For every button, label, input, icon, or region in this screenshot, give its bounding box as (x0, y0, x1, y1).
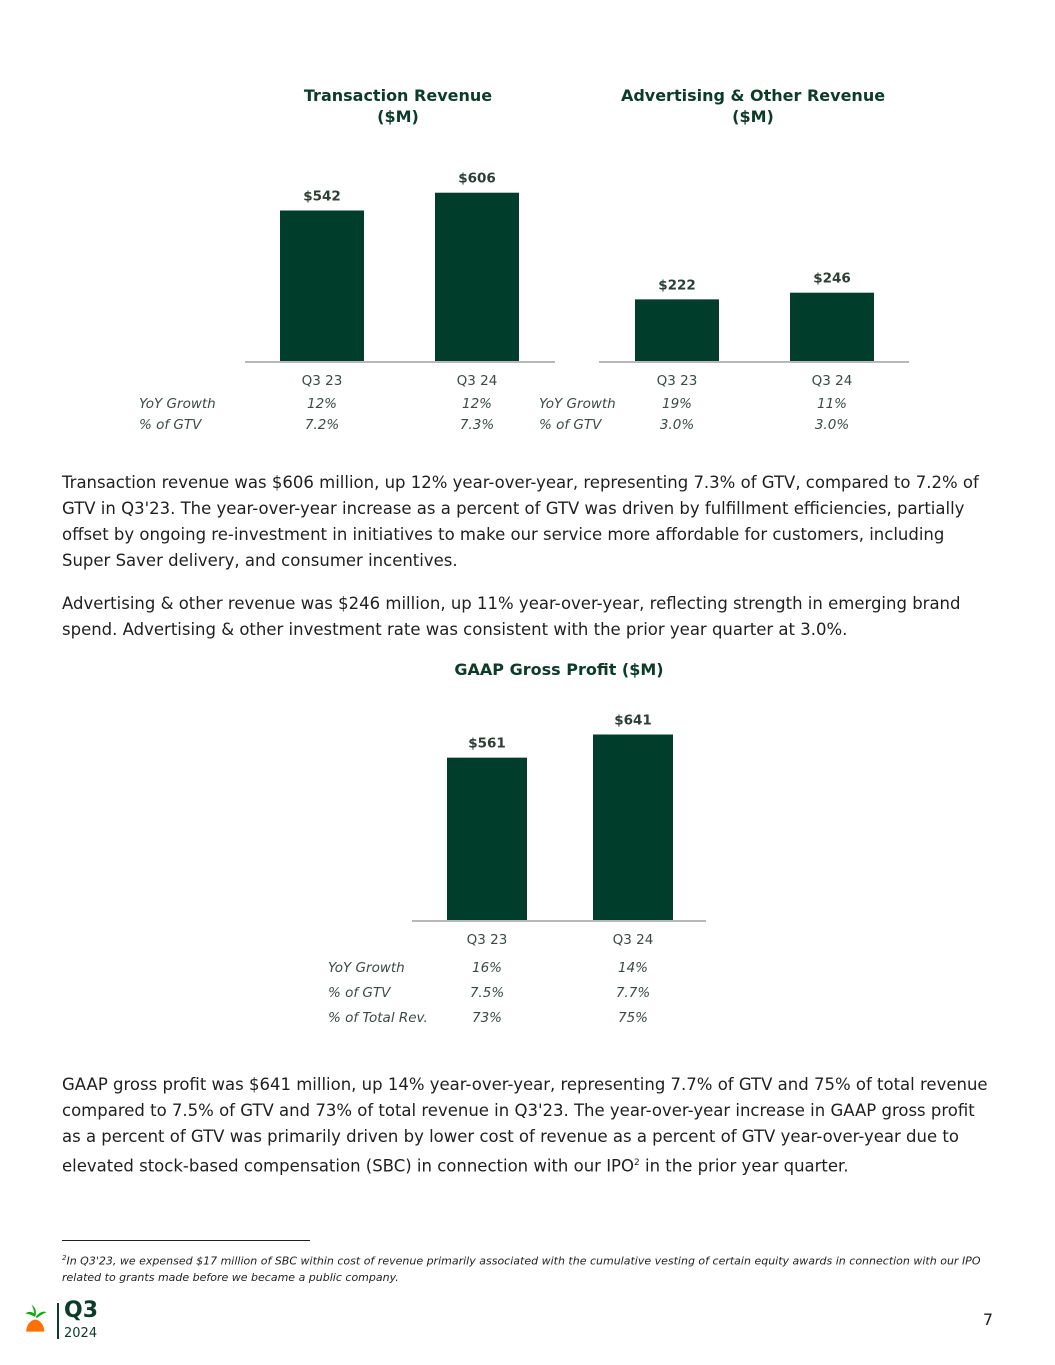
chart-2-value-label-2: $246 (813, 270, 851, 287)
chart-1-bar-1 (280, 210, 364, 361)
chart-2-tick-label-1: Q3 23 (656, 373, 698, 389)
gross-profit-paragraph (62, 1072, 992, 1180)
chart-3-tick-label-1: Q3 23 (466, 932, 508, 948)
report-year: 2024 (64, 1326, 98, 1341)
chart-2-bar-1 (635, 299, 719, 361)
footnote-text: In Q3'23, we expensed $17 million of SBC within cost of revenue primarily associated with the cumulative vesting of certain equity awards in connection with our IPO related to grants made before we became a public company. (62, 1254, 981, 1284)
report-quarter: Q3 (64, 1298, 99, 1323)
advertising-revenue-paragraph: Advertising & other revenue was $246 million, up 11% year-over-year, reflecting strength in emerging brand spend. Advertising & other investment rate was consistent with the prior year quarter at 3.0%. (62, 594, 961, 639)
footnote-marker: 2 (62, 1254, 67, 1262)
chart-3-value-label-1: $561 (468, 735, 506, 752)
chart-3-metric-value-2-2: 7.7% (615, 985, 651, 1001)
footnote (62, 1250, 997, 1286)
chart-2-metric-value-2-2: 3.0% (814, 417, 850, 433)
carrot-icon (24, 1300, 54, 1340)
chart-2-tick-label-2: Q3 24 (811, 373, 853, 389)
chart-3-metric-value-2-1: 7.5% (469, 985, 505, 1001)
chart-2-metric-value-1-2: 11% (816, 396, 848, 412)
chart-1-metric-value-1-1: 12% (306, 396, 338, 412)
footnote-divider (62, 1240, 310, 1241)
chart-2-title: Advertising & Other Revenue (620, 86, 886, 105)
chart-3-metric-label-3: % of Total Rev. (328, 1010, 428, 1026)
chart-1-value-label-1: $542 (303, 188, 341, 205)
chart-2-metric-value-2-1: 3.0% (659, 417, 695, 433)
logo-divider (57, 1303, 59, 1339)
chart-3-metric-value-1-2: 14% (617, 960, 649, 976)
chart-3-value-label-2: $641 (614, 712, 652, 729)
chart-1-metric-value-1-2: 12% (461, 396, 493, 412)
chart-3-bar-1 (447, 758, 527, 920)
footnote-reference: 2 (634, 1158, 640, 1168)
chart-1-title: Transaction Revenue (303, 86, 493, 105)
chart-1-tick-label-2: Q3 24 (456, 373, 498, 389)
chart-2-value-label-1: $222 (658, 277, 696, 294)
chart-1-title: ($M) (377, 107, 419, 126)
chart-3-metric-label-2: % of GTV (328, 985, 391, 1001)
chart-2-metric-label-1: YoY Growth (539, 396, 616, 412)
chart-3-title: GAAP Gross Profit ($M) (454, 660, 664, 679)
page-number: 7 (982, 1310, 993, 1329)
chart-1-metric-label-1: YoY Growth (139, 396, 216, 412)
gross-profit-text: GAAP gross profit was $641 million, up 14% year-over-year, representing 7.7% of GTV and 75% of total revenue compared to 7.5% of GTV and 73% of total revenue in Q3'23. The year-over-year increase in GAAP gross profit as a percent of GTV was primarily driven by lower cost of revenue as a percent of GTV year-over-year due to elevated stock-based compensation (SBC) in connection with our IPO (62, 1075, 988, 1176)
chart-3-metric-value-1-1: 16% (471, 960, 503, 976)
chart-3-metric-value-3-1: 73% (471, 1010, 503, 1026)
chart-1-metric-label-2: % of GTV (139, 417, 202, 433)
chart-2-title: ($M) (732, 107, 774, 126)
chart-3-metric-label-1: YoY Growth (328, 960, 405, 976)
chart-2-metric-label-2: % of GTV (539, 417, 602, 433)
chart-1-metric-value-2-2: 7.3% (459, 417, 495, 433)
gross-profit-text-end: in the prior year quarter. (639, 1156, 849, 1176)
transaction-revenue-paragraph: Transaction revenue was $606 million, up 12% year-over-year, representing 7.3% of GTV, compared to 7.2% of GTV in Q3'23. The year-over-year increase as a percent of GTV was driven by fulfillment efficiencies, partially offset by ongoing re-investment in initiatives to make our service more affordable for customers, including Super Saver delivery, and consumer incentives. (62, 473, 979, 570)
chart-1-tick-label-1: Q3 23 (301, 373, 343, 389)
chart-1-bar-2 (435, 193, 519, 361)
chart-2-bar-2 (790, 293, 874, 361)
chart-1-value-label-2: $606 (458, 170, 496, 187)
chart-2-metric-value-1-1: 19% (661, 396, 693, 412)
chart-1-metric-value-2-1: 7.2% (304, 417, 340, 433)
chart-3-tick-label-2: Q3 24 (612, 932, 654, 948)
chart-3-bar-2 (593, 734, 673, 920)
chart-3-metric-value-3-2: 75% (617, 1010, 649, 1026)
